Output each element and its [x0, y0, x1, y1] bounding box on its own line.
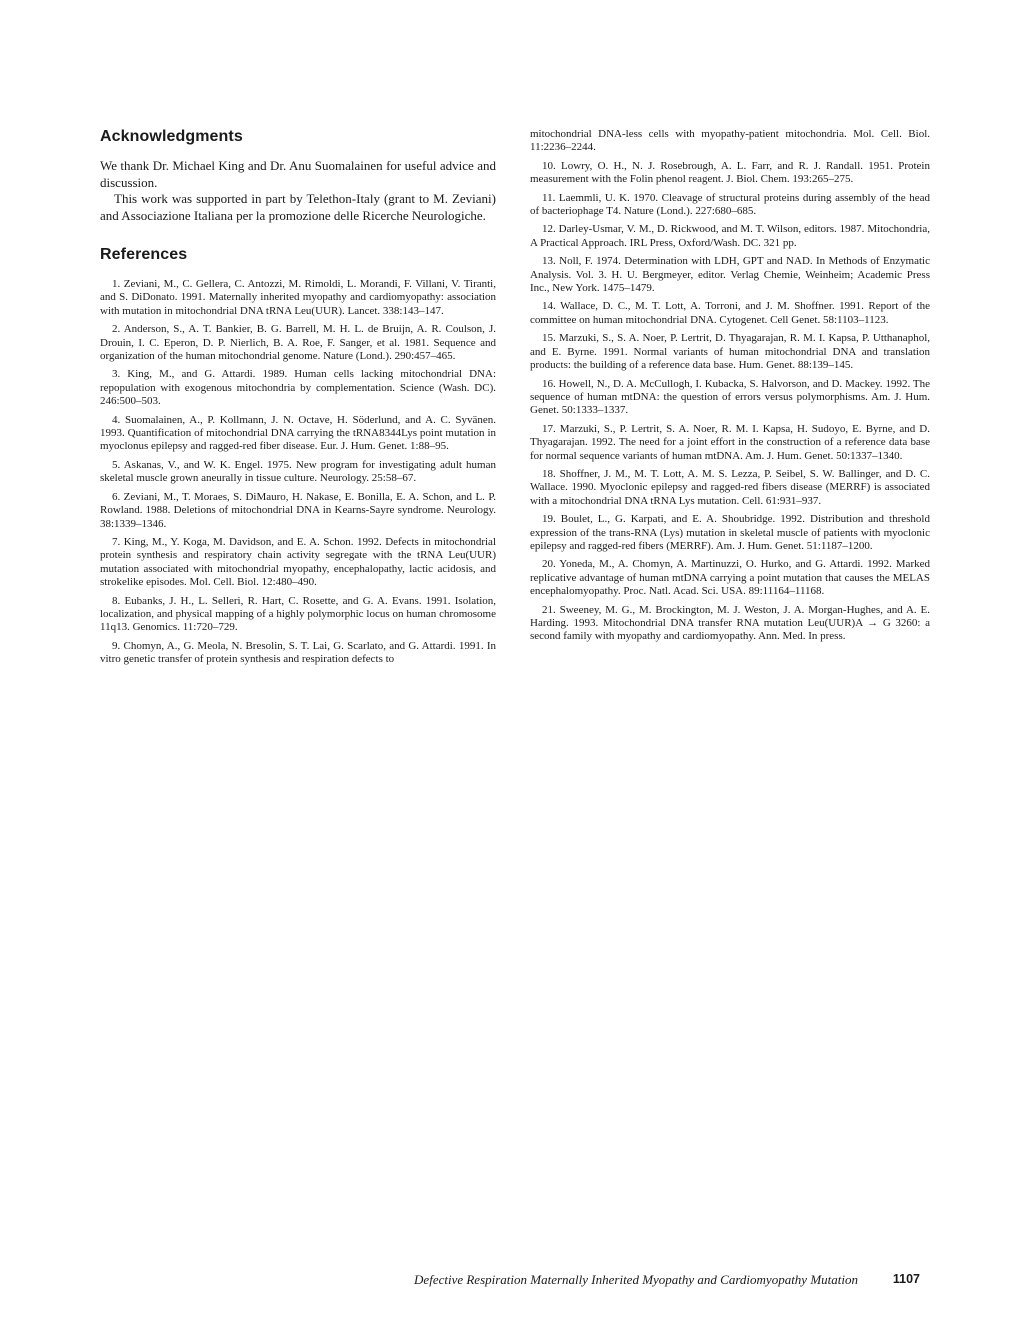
reference-item: 8. Eubanks, J. H., L. Selleri, R. Hart, C. Rosette, and G. A. Evans. 1991. Isolation, localization, and physical mapping of a highly polymorphic locus on human chromosome 11q13. Genomics. 11:720–729.	[100, 594, 496, 634]
reference-item: 1. Zeviani, M., C. Gellera, C. Antozzi, M. Rimoldi, L. Morandi, F. Villani, V. Tiranti, and S. DiDonato. 1991. Maternally inherited myopathy and cardiomyopathy: association with mutation in mitochondrial DNA tRNA Leu(UUR). Lancet. 338:143–147.	[100, 278, 496, 317]
running-title: Defective Respiration Maternally Inherited Myopathy and Cardiomyopathy Mutation	[414, 1272, 858, 1287]
reference-item: 6. Zeviani, M., T. Moraes, S. DiMauro, H. Nakase, E. Bonilla, E. A. Schon, and L. P. Rowland. 1988. Deletions of mitochondrial DNA in Kearns-Sayre syndrome. Neurology. 38:1339–1346.	[100, 490, 496, 530]
acknowledgments-paragraph: We thank Dr. Michael King and Dr. Anu Suomalainen for useful advice and discussion.	[100, 158, 496, 190]
reference-item: 4. Suomalainen, A., P. Kollmann, J. N. Octave, H. Söderlund, and A. C. Syvänen. 1993. Quantification of mitochondrial DNA carrying the tRNA8344Lys point mutation in myoclonus epilepsy and ragged-red fiber disease. Eur. J. Hum. Genet. 1:88–95.	[100, 413, 496, 453]
reference-item-continuation: mitochondrial DNA-less cells with myopathy-patient mitochondria. Mol. Cell. Biol. 11:2236–2244.	[530, 128, 930, 154]
acknowledgments-paragraph: This work was supported in part by Telethon-Italy (grant to M. Zeviani) and Associazione Italiana per la promozione delle Ricerche Neurologiche.	[100, 191, 496, 223]
reference-item: 17. Marzuki, S., P. Lertrit, S. A. Noer, R. M. I. Kapsa, H. Sudoyo, E. Byrne, and D. Thyagarajan. 1992. The need for a joint effort in the construction of a reference data base for normal sequence variants of human mtDNA. Am. J. Hum. Genet. 50:1337–1340.	[530, 422, 930, 462]
reference-item: 9. Chomyn, A., G. Meola, N. Bresolin, S. T. Lai, G. Scarlato, and G. Attardi. 1991. In vitro genetic transfer of protein synthesis and respiration defects to	[100, 639, 496, 666]
reference-item: 7. King, M., Y. Koga, M. Davidson, and E. A. Schon. 1992. Defects in mitochondrial protein synthesis and respiratory chain activity segregate with the tRNA Leu(UUR) mutation associated with mitochondrial myopathy, encephalopathy, lactic acidosis, and strokelike episodes. Mol. Cell. Biol. 12:480–490.	[100, 535, 496, 589]
acknowledgments-body	[100, 158, 496, 224]
reference-item: 19. Boulet, L., G. Karpati, and E. A. Shoubridge. 1992. Distribution and threshold expression of the trans-RNA (Lys) mutation in skeletal muscle of patients with myoclonic epilepsy and ragged-red fibers (MERRF). Am. J. Hum. Genet. 51:1187–1200.	[530, 513, 930, 552]
reference-item: 12. Darley-Usmar, V. M., D. Rickwood, and M. T. Wilson, editors. 1987. Mitochondria, A Practical Approach. IRL Press, Oxford/Wash. DC. 321 pp.	[530, 223, 930, 249]
right-column	[530, 128, 930, 649]
page-footer	[300, 1272, 920, 1292]
references-heading: References	[100, 246, 188, 263]
reference-item: 10. Lowry, O. H., N. J. Rosebrough, A. L. Farr, and R. J. Randall. 1951. Protein measurement with the Folin phenol reagent. J. Biol. Chem. 193:265–275.	[530, 159, 930, 186]
reference-item: 14. Wallace, D. C., M. T. Lott, A. Torroni, and J. M. Shoffner. 1991. Report of the committee on human mitochondrial DNA. Cytogenet. Cell Genet. 58:1103–1123.	[530, 300, 930, 326]
reference-item: 2. Anderson, S., A. T. Bankier, B. G. Barrell, M. H. L. de Bruijn, A. R. Coulson, J. Drouin, I. C. Eperon, D. P. Nierlich, B. A. Roe, F. Sanger, et al. 1981. Sequence and organization of the human mitochondrial genome. Nature (Lond.). 290:457–465.	[100, 323, 496, 363]
reference-item: 11. Laemmli, U. K. 1970. Cleavage of structural proteins during assembly of the head of bacteriophage T4. Nature (Lond.). 227:680–685.	[530, 191, 930, 218]
reference-item: 3. King, M., and G. Attardi. 1989. Human cells lacking mitochondrial DNA: repopulation with exogenous mitochondria by complementation. Science (Wash. DC). 246:500–503.	[100, 368, 496, 408]
reference-item: 13. Noll, F. 1974. Determination with LDH, GPT and NAD. In Methods of Enzymatic Analysis. Vol. 3. H. U. Bergmeyer, editor. Verlag Chemie, Weinheim; Academic Press Inc., New York. 1475–1479.	[530, 255, 930, 295]
reference-item: 15. Marzuki, S., S. A. Noer, P. Lertrit, D. Thyagarajan, R. M. I. Kapsa, P. Utthanaphol, and E. Byrne. 1991. Normal variants of human mitochondrial DNA and translation products: the building of a reference data base. Hum. Genet. 88:139–145.	[530, 332, 930, 372]
reference-item: 18. Shoffner, J. M., M. T. Lott, A. M. S. Lezza, P. Seibel, S. W. Ballinger, and D. C. Wallace. 1990. Myoclonic epilepsy and ragged-red fibers disease (MERRF) is associated with a mitochondrial DNA tRNA Lys mutation. Cell. 61:931–937.	[530, 467, 930, 507]
reference-item: 5. Askanas, V., and W. K. Engel. 1975. New program for investigating adult human skeletal muscle grown aneurally in tissue culture. Neurology. 25:58–67.	[100, 458, 496, 485]
acknowledgments-heading: Acknowledgments	[100, 128, 243, 145]
reference-item: 16. Howell, N., D. A. McCullogh, I. Kubacka, S. Halvorson, and D. Mackey. 1992. The sequence of human mtDNA: the question of errors versus polymorphisms. Am. J. Hum. Genet. 50:1333–1337.	[530, 377, 930, 417]
page-number: 1107	[892, 1272, 920, 1286]
reference-list-right	[530, 128, 930, 644]
left-column	[100, 128, 496, 672]
reference-list-left	[100, 278, 496, 667]
reference-item: 20. Yoneda, M., A. Chomyn, A. Martinuzzi, O. Hurko, and G. Attardi. 1992. Marked replicative advantage of human mtDNA carrying a point mutation that causes the MELAS encephalomyopathy. Proc. Natl. Acad. Sci. USA. 89:11164–11168.	[530, 558, 930, 598]
reference-item: 21. Sweeney, M. G., M. Brockington, M. J. Weston, J. A. Morgan-Hughes, and A. E. Harding. 1993. Mitochondrial DNA transfer RNA mutation Leu(UUR)A → G 3260: a second family with myopathy and cardiomyopathy. Ann. Med. In press.	[530, 603, 930, 643]
